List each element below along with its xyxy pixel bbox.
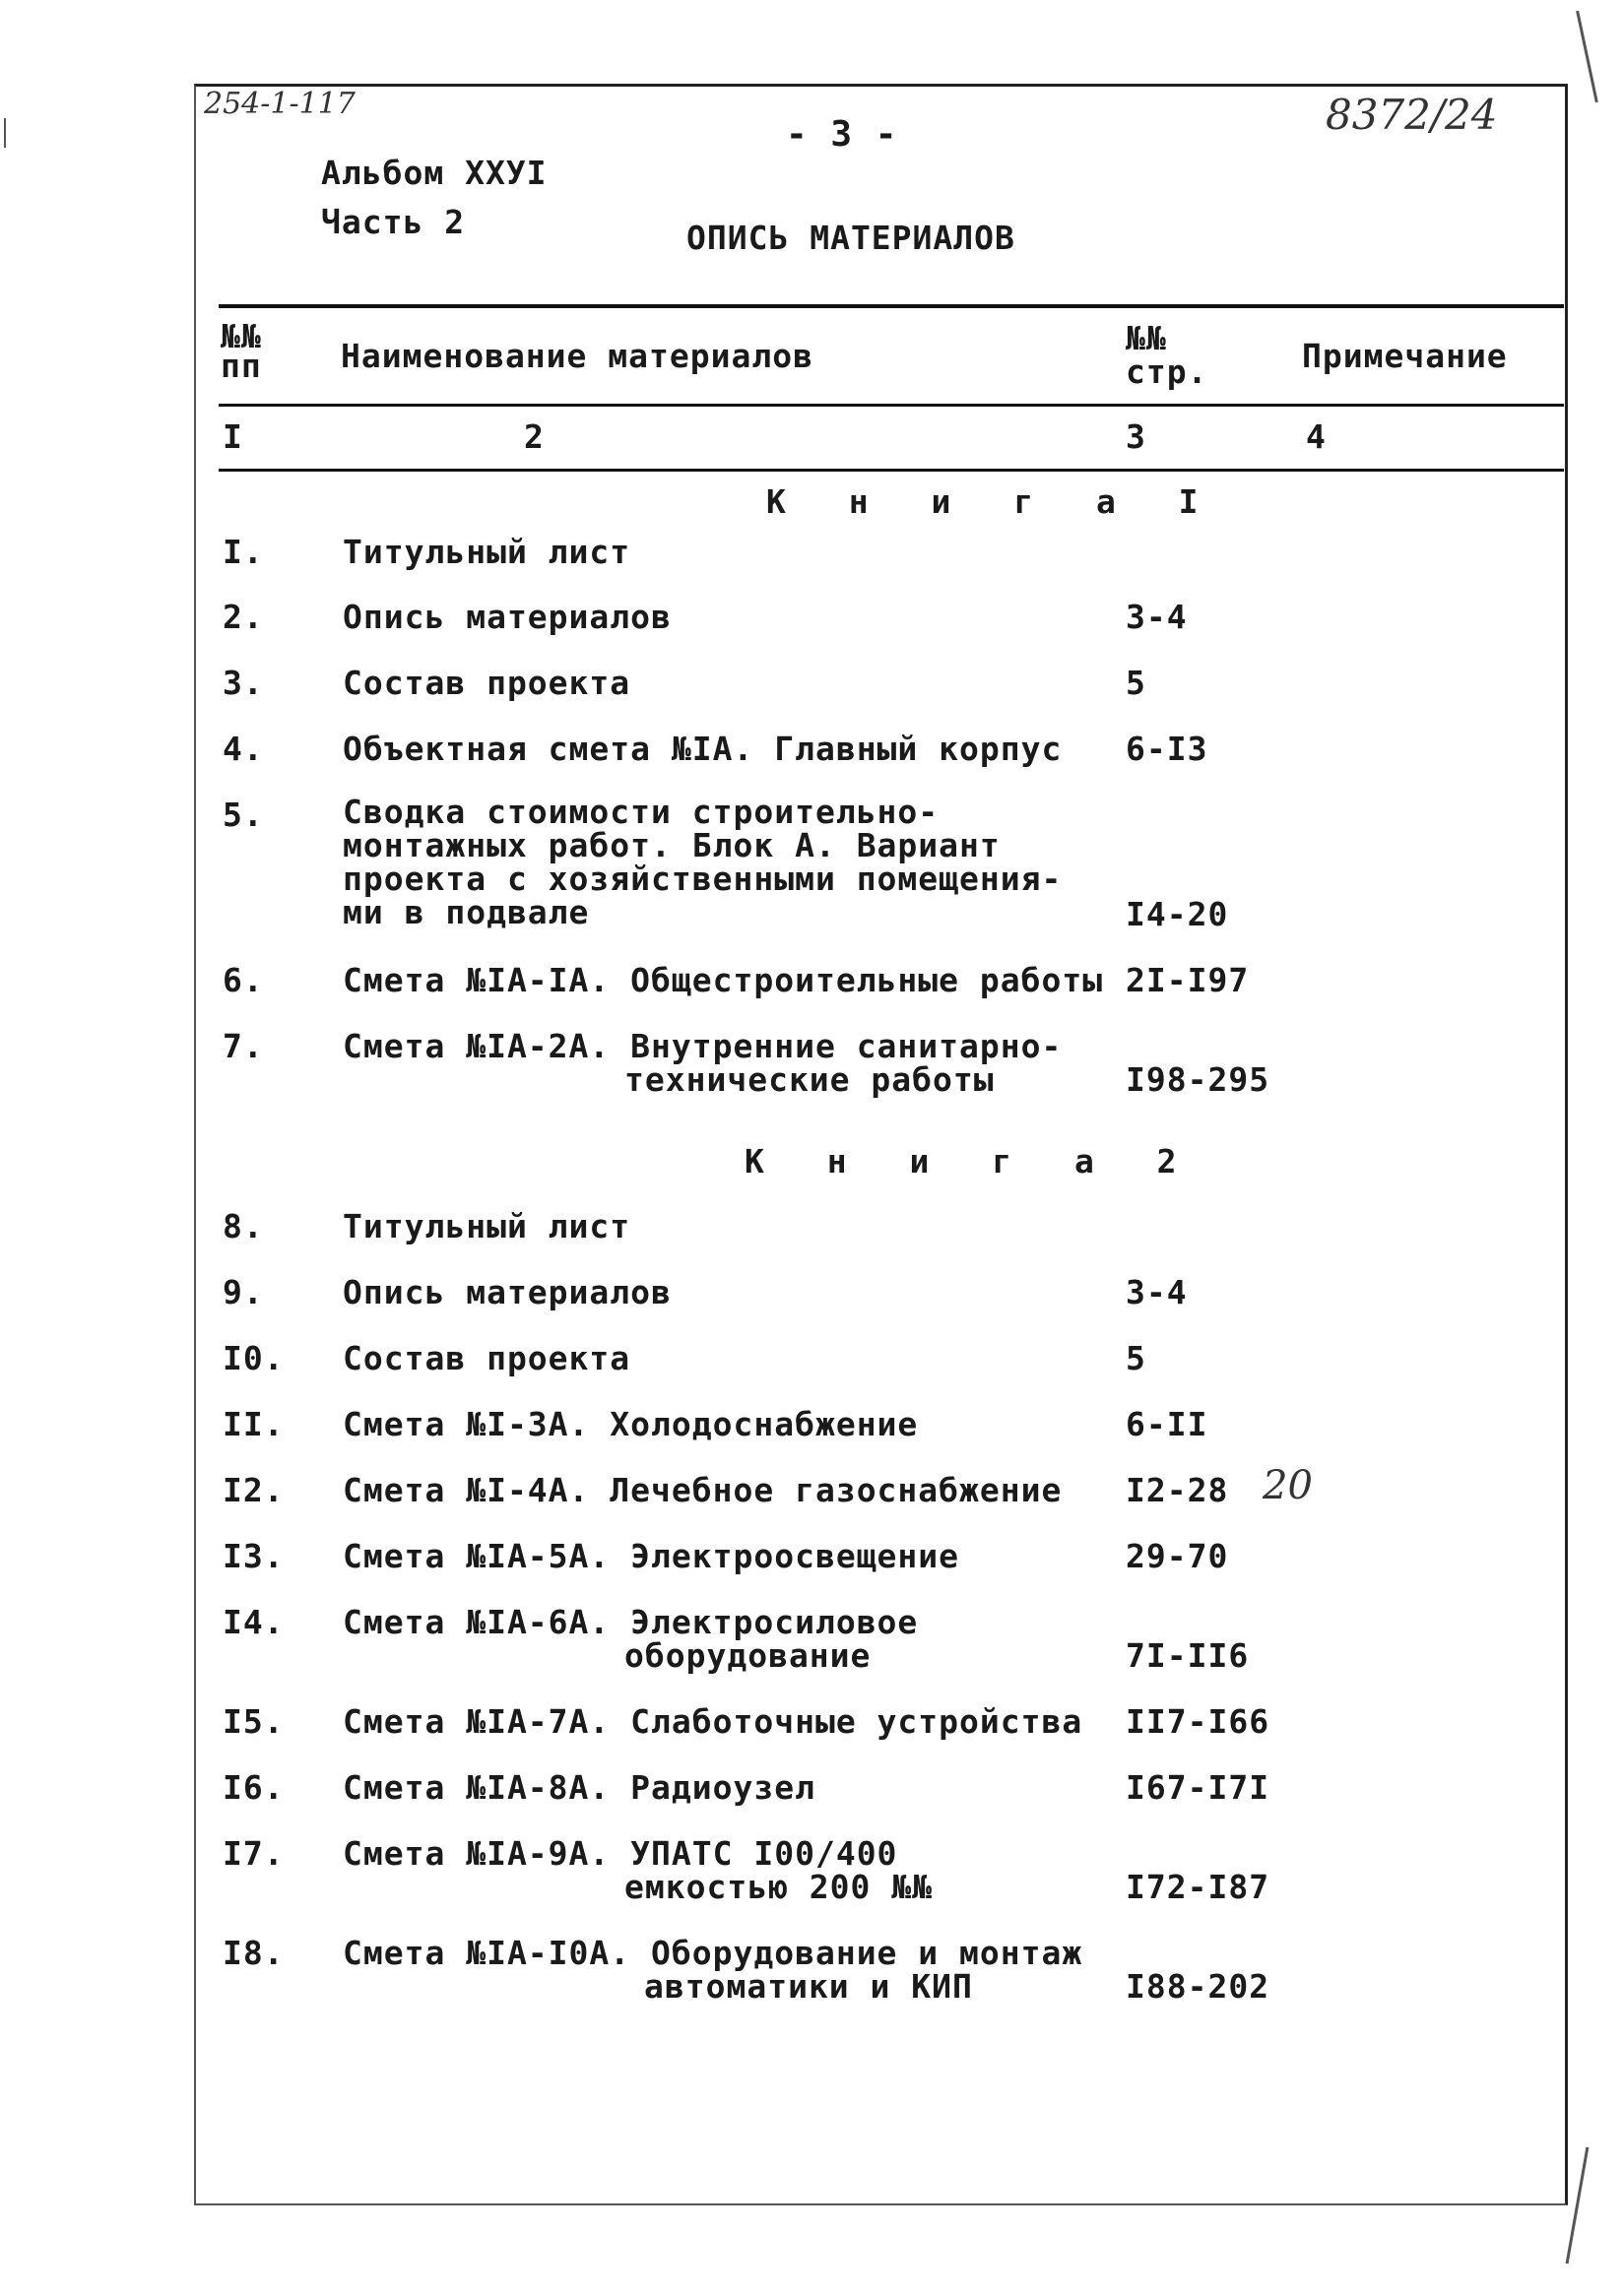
row-pages: I2-28 xyxy=(1126,1471,1229,1509)
row-name: Смета №IA-5A. Электроосвещение xyxy=(343,1537,960,1575)
table-top-rule xyxy=(219,304,1564,308)
column-header-name: Наименование материалов xyxy=(341,337,813,375)
row-name-continued: емкостью 200 №№ xyxy=(624,1868,934,1906)
row-name: Смета №IA-I0A. Оборудование и монтаж xyxy=(343,1934,1083,1972)
inventory-number: 8372/24 xyxy=(1326,91,1498,139)
row-pages: 3-4 xyxy=(1126,1273,1188,1311)
row-name: Состав проекта xyxy=(343,664,631,702)
row-number: I4. xyxy=(223,1603,285,1641)
row-number: I2. xyxy=(223,1471,285,1509)
row-pages: 2I-I97 xyxy=(1126,961,1250,999)
column-index-4: 4 xyxy=(1306,417,1327,456)
row-name-continued: технические работы xyxy=(624,1060,995,1099)
row-name: Смета №IA-8A. Радиоузел xyxy=(343,1768,815,1807)
row-number: 5. xyxy=(223,796,264,834)
row-pages: I4-20 xyxy=(1126,895,1229,933)
row-name: Объектная смета №IA. Главный корпус xyxy=(343,730,1063,768)
row-number: 6. xyxy=(223,961,264,999)
column-header-pages: №№ стр. xyxy=(1126,319,1208,391)
doc-code: 254-1-117 xyxy=(204,87,356,121)
row-name: Смета №I-3A. Холодоснабжение xyxy=(343,1405,919,1443)
row-number: 8. xyxy=(223,1207,264,1245)
row-number: I5. xyxy=(223,1702,285,1741)
row-name: Смета №IA-7A. Слаботочные устройства xyxy=(343,1702,1083,1741)
row-name: Состав проекта xyxy=(343,1339,631,1377)
part-label: Часть 2 xyxy=(321,203,466,241)
row-name: Смета №IA-6A. Электросиловое xyxy=(343,1603,919,1641)
row-number: 2. xyxy=(223,598,264,636)
row-pages: 5 xyxy=(1126,1339,1146,1377)
row-name: Сводка стоимости строительно- монтажных работ. Блок А. Вариант проекта с хозяйственными помещения- ми в подвале xyxy=(343,793,1063,931)
row-pages: 6-I3 xyxy=(1126,730,1208,768)
row-name: Смета №IA-2A. Внутренние санитарно- xyxy=(343,1027,1063,1065)
row-number: 9. xyxy=(223,1273,264,1311)
handwritten-note: 20 xyxy=(1263,1463,1313,1508)
row-pages: I98-295 xyxy=(1126,1060,1270,1099)
row-number: I6. xyxy=(223,1768,285,1807)
column-index-2: 2 xyxy=(524,417,545,456)
row-name: Смета №IA-IA. Общестроительные работы xyxy=(343,961,1104,999)
row-number: 4. xyxy=(223,730,264,768)
album-label: Альбом XXУI xyxy=(321,154,548,192)
header-bottom-rule xyxy=(219,404,1564,407)
row-pages: I72-I87 xyxy=(1126,1868,1270,1906)
row-name: Опись материалов xyxy=(343,1273,672,1311)
row-number: I8. xyxy=(223,1934,285,1972)
column-index-1: I xyxy=(223,417,243,456)
column-header-note: Примечание xyxy=(1302,337,1508,375)
row-pages: II7-I66 xyxy=(1126,1702,1270,1741)
index-bottom-rule xyxy=(219,469,1564,472)
row-number: II. xyxy=(223,1405,285,1443)
row-pages: I88-202 xyxy=(1126,1967,1270,2006)
column-header-number: №№ пп xyxy=(221,317,262,385)
row-name-continued: автоматики и КИП xyxy=(644,1967,973,2006)
row-pages: 29-70 xyxy=(1126,1537,1229,1575)
row-name: Опись материалов xyxy=(343,598,672,636)
row-pages: 5 xyxy=(1126,664,1146,702)
row-name: Титульный лист xyxy=(343,1207,631,1245)
row-name: Смета №I-4A. Лечебное газоснабжение xyxy=(343,1471,1063,1509)
row-number: I3. xyxy=(223,1537,285,1575)
book-title: К н и г а I xyxy=(766,482,1220,521)
row-pages: I67-I7I xyxy=(1126,1768,1270,1807)
row-number: 7. xyxy=(223,1027,264,1065)
row-pages: 3-4 xyxy=(1126,598,1188,636)
row-name: Титульный лист xyxy=(343,533,631,571)
scan-mark xyxy=(4,118,6,148)
page-number: - 3 - xyxy=(786,114,898,155)
book-title: К н и г а 2 xyxy=(745,1142,1199,1180)
row-name: Смета №IA-9A. УПАТС I00/400 xyxy=(343,1834,898,1873)
row-number: I7. xyxy=(223,1834,285,1873)
scan-mark xyxy=(1566,2147,1590,2264)
row-pages: 6-II xyxy=(1126,1405,1208,1443)
column-index-3: 3 xyxy=(1126,417,1146,456)
row-number: I0. xyxy=(223,1339,285,1377)
scan-mark xyxy=(1576,11,1598,103)
row-number: 3. xyxy=(223,664,264,702)
row-pages: 7I-II6 xyxy=(1126,1636,1250,1675)
row-number: I. xyxy=(223,533,264,571)
page-title: ОПИСЬ МАТЕРИАЛОВ xyxy=(686,219,1015,257)
row-name-continued: оборудование xyxy=(624,1636,872,1675)
